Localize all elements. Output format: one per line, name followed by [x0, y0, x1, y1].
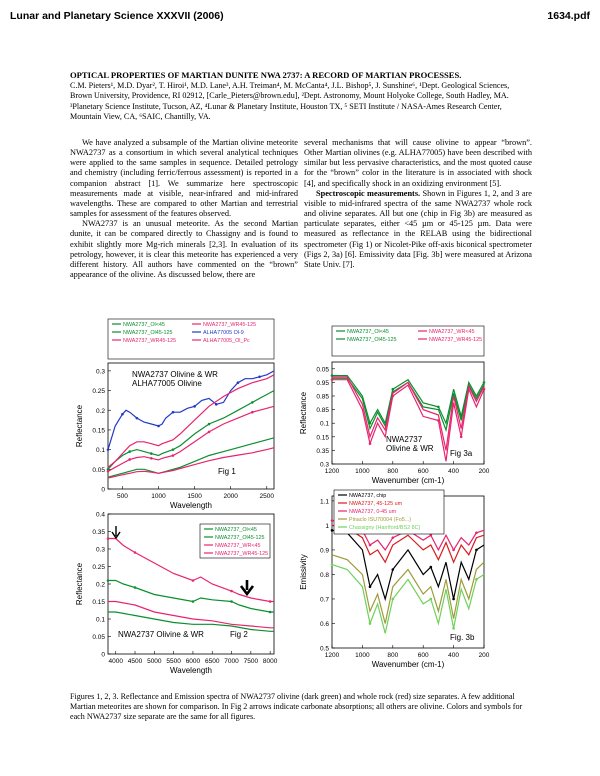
x-axis-label: Wavelength	[170, 501, 212, 510]
series-marker	[331, 563, 334, 566]
x-tick-label: 600	[417, 652, 429, 659]
x-tick-label: 4000	[108, 658, 123, 665]
x-tick-label: 800	[387, 652, 399, 659]
y-tick-label: 0.4	[95, 511, 105, 519]
y-tick-label: 0.15	[316, 434, 329, 442]
series-marker	[251, 411, 254, 414]
y-axis-label: Emissivity	[299, 554, 308, 590]
y-tick-label: 0.2	[95, 407, 105, 415]
y-tick-label: 0.6	[319, 620, 329, 628]
legend-label: NWA2737_WR45-125	[429, 337, 483, 343]
plot-annotation: NWA2737 Olivine & WR	[132, 370, 218, 379]
series-marker	[237, 381, 240, 384]
x-tick-label: 6500	[204, 658, 220, 665]
series-marker	[172, 448, 175, 451]
y-tick-label: 0.9	[319, 547, 329, 555]
series-marker	[430, 534, 433, 537]
x-tick-label: 1000	[151, 493, 166, 500]
series-marker	[392, 536, 395, 539]
y-tick-label: 0	[101, 486, 105, 494]
series-marker	[392, 568, 395, 571]
figure-label: Fig 1	[218, 467, 236, 476]
series-marker	[192, 600, 195, 603]
series-marker	[208, 423, 211, 426]
y-axis-label: Reflectance	[75, 404, 84, 448]
y-tick-label: 0.85	[316, 393, 329, 401]
x-axis-label: Wavenumber (cm-1)	[371, 660, 445, 669]
paragraph-4-text: Shown in Figures 1, 2, and 3 are visible to mid-infrared spectra of the same NWA2737 whole rock and olivine separates. All but one (chip in Fig 3b) are measured as particulate separates, either <45 µm or 45-125 µm. Data were measured as reflectance in the RELAB using the bidirectional spectrometer (Fig 1) or Nicolet-Pike off-axis biconical spectrometer (Figs 2, 3a) [6]. Emissivity data [Fig. 3b] were measured at Arizona State Univ. [7].	[304, 188, 532, 269]
y-tick-label: 0.5	[319, 645, 329, 653]
series-marker	[331, 519, 334, 522]
authors: C.M. Pieters¹, M.D. Dyar², T. Hiroi¹, M.D. Lane³, A.H. Treiman⁴, M. McCanta⁴, J.L. Bishop⁵, J. Sunshine⁶, ¹Dept. Geological Sciences, Brown University, Providence, RI 02912, [Carle_Pieters@brown.edu], ²Dept. Astronomy, Mount Holyoke College, South Hadley, MA. ³Planetary Science Institute, Tucson, AZ, ⁴Lunar & Planetary Institute, Houston TX, ⁵ SETI Institute / NASA-Ames Research Center, Mountain View, CA, ⁶SAIC, Chantilly, VA.	[70, 81, 510, 122]
series-marker	[251, 401, 254, 404]
series-marker	[452, 598, 455, 601]
legend-label: NWA2737_WR45-125	[123, 338, 177, 344]
legend-label: NWA2737, chip	[349, 493, 387, 499]
series-marker	[172, 411, 175, 414]
x-tick-label: 7000	[224, 658, 239, 665]
y-tick-label: 0.15	[92, 599, 105, 606]
x-tick-label: 200	[478, 468, 490, 475]
x-tick-label: 6000	[185, 658, 201, 665]
series-marker	[172, 454, 175, 457]
x-tick-label: 5500	[166, 658, 181, 665]
x-axis-label: Wavenumber (cm-1)	[371, 476, 445, 485]
plot-annotation: ALHA77005 Olivine	[132, 379, 202, 388]
x-tick-label: 1000	[355, 652, 370, 659]
series-marker	[460, 436, 463, 439]
x-tick-label: 1200	[324, 652, 340, 659]
series-marker	[392, 598, 395, 601]
x-tick-label: 2000	[223, 493, 238, 500]
y-tick-label: 0.7	[319, 596, 329, 604]
series-marker	[452, 627, 455, 630]
y-tick-label: 0	[101, 651, 105, 659]
series-marker	[150, 452, 153, 455]
series-marker	[193, 405, 196, 408]
series-marker	[331, 378, 334, 381]
series-marker	[215, 403, 218, 406]
x-tick-label: 1500	[187, 493, 202, 500]
legend-label: NWA2737_WR45-125	[203, 322, 257, 328]
x-axis-label: Wavelength	[170, 666, 212, 675]
legend-label: NWA2737_Ol45-125	[347, 337, 397, 343]
x-tick-label: 500	[117, 493, 128, 500]
plot-annotation: Olivine & WR	[386, 444, 434, 453]
y-tick-label: 0.05	[92, 634, 105, 641]
y-tick-label: 0.35	[92, 529, 105, 536]
series-marker	[107, 537, 110, 540]
header-pdf-number: 1634.pdf	[547, 10, 590, 22]
legend-label: NWA2737_WR45-125	[215, 551, 269, 557]
series-marker	[475, 531, 478, 534]
series-marker	[157, 425, 160, 428]
y-tick-label: 0.3	[95, 546, 105, 554]
y-tick-label: 0.35	[316, 447, 329, 455]
y-tick-label: 0.05	[92, 466, 105, 474]
series-marker	[369, 585, 372, 588]
paragraph-1: We have analyzed a subsample of the Martian olivine meteorite NWA2737 as a consortium in which several analytical techniques were applied to the same samples in sequence. Detailed petrology and chemistry (including ferric/ferrous assessment) is reported in a companion abstract [1]. We summarize here spectroscopic measurements made at visible, near-infrared and mid-infrared wavelengths. These are compared to other Martian and terrestrial samples for assessment of the features observed.	[70, 138, 298, 219]
x-tick-label: 5000	[147, 658, 162, 665]
figure-caption: Figures 1, 2, 3. Reflectance and Emission spectra of NWA2737 olivine (dark green) and whole rock (red) size separates. A few additional Martian meteorites are shown for comparison. In Fig 2 arrows indicate carbonate absorptions; all others are olivine. Colors and symbols for each NWA2737 size separate are the same for all figures.	[70, 692, 523, 722]
y-tick-label: 0.25	[92, 388, 105, 396]
x-tick-label: 200	[478, 652, 490, 659]
series-marker	[134, 551, 137, 554]
section-heading: Spectroscopic measurements.	[316, 188, 421, 198]
y-tick-label: 0.85	[316, 407, 329, 415]
legend-label: ALHA77005 Ol-9	[203, 330, 244, 336]
figure-label: Fig. 3b	[450, 633, 475, 642]
header-conference: Lunar and Planetary Science XXXVII (2006)	[10, 10, 224, 22]
figure-3a	[300, 326, 495, 486]
series-marker	[107, 448, 110, 451]
series-marker	[258, 375, 261, 378]
series-marker	[208, 431, 211, 434]
legend-label: NWA2737, 0-45 um	[349, 509, 397, 515]
series-marker	[269, 600, 272, 603]
figure-1	[70, 315, 280, 509]
y-tick-label: 0.95	[316, 379, 329, 387]
y-axis-label: Reflectance	[299, 391, 308, 435]
legend-label: NWA2737_WR<45	[215, 543, 261, 549]
y-tick-label: 0.1	[95, 447, 105, 455]
legend-label: Pinaclo ISU70004 (Fo5...)	[349, 517, 412, 523]
x-tick-label: 2500	[259, 493, 275, 500]
paragraph-3: several mechanisms that will cause olivine to appear “brown”. Other Martian olivines (e.g. ALHA77005) have been described with similar but less pervasive characteristics, and the most quoted cause for the “brown” color in the literature is in associated with shock [4], and specifically shock in an oxidizing environment [5].	[304, 138, 532, 188]
legend-label: ALHA77005_Ol_Pc	[203, 338, 250, 344]
series-marker	[230, 590, 233, 593]
plot-annotation: NWA2737	[386, 435, 423, 444]
series-marker	[107, 470, 110, 473]
y-tick-label: 0.1	[95, 616, 105, 624]
series-marker	[369, 544, 372, 547]
y-tick-label: 1.1	[319, 498, 329, 506]
y-tick-label: 0.25	[92, 564, 105, 571]
paper-title: OPTICAL PROPERTIES OF MARTIAN DUNITE NWA 2737: A RECORD OF MARTIAN PROCESSES.	[70, 70, 462, 80]
y-tick-label: 0.3	[95, 368, 105, 376]
legend-label: Chassigny (Harriford/BS2 8C)	[349, 525, 421, 531]
paragraph-2: NWA2737 is an unusual meteorite. As the second Martian dunite, it can be compared directly to Chassigny and is found to exhibit slightly more Mg-rich minerals [2,3]. In evaluation of its petrology, however, it is clear this meteorite has experienced a very different history. All authors have commented on the “brown” appearance of the olivine. As discussed below, there are	[70, 219, 298, 280]
x-tick-label: 1000	[355, 468, 370, 475]
x-tick-label: 400	[448, 652, 460, 659]
legend-label: NWA2737_WR<45	[429, 329, 475, 335]
series-marker	[134, 586, 137, 589]
y-tick-label: 0.1	[319, 420, 329, 428]
series-marker	[121, 413, 124, 416]
plot-annotation: NWA2737 Olivine & WR	[118, 630, 204, 639]
series-marker	[430, 566, 433, 569]
series-marker	[369, 442, 372, 445]
series-marker	[475, 549, 478, 552]
series-marker	[192, 579, 195, 582]
x-tick-label: 800	[387, 468, 399, 475]
series-marker	[369, 622, 372, 625]
x-tick-label: 4500	[127, 658, 143, 665]
y-tick-label: 0.05	[316, 366, 329, 374]
figure-2	[70, 508, 280, 674]
figure-3b	[300, 488, 495, 676]
y-axis-label: Reflectance	[75, 562, 84, 606]
legend-label: NWA2737, 45-125 um	[349, 501, 403, 507]
legend-label: NWA2737_Ol<45	[123, 322, 165, 328]
y-tick-label: 1	[325, 522, 329, 530]
y-tick-label: 0.2	[95, 581, 105, 589]
right-column	[304, 138, 532, 270]
y-tick-label: 0.8	[319, 571, 329, 579]
series-marker	[230, 600, 233, 603]
x-tick-label: 400	[448, 468, 460, 475]
series-marker	[128, 450, 131, 453]
x-tick-label: 7500	[243, 658, 259, 665]
series-marker	[331, 529, 334, 532]
series-marker	[150, 457, 153, 460]
figure-label: Fig 3a	[450, 449, 473, 458]
legend-label: NWA2737_Ol<45	[215, 527, 257, 533]
series-marker	[452, 549, 455, 552]
series-marker	[128, 458, 131, 461]
series-marker	[107, 579, 110, 582]
series-marker	[475, 578, 478, 581]
x-tick-label: 1200	[324, 468, 340, 475]
series-marker	[269, 611, 272, 614]
series-marker	[430, 598, 433, 601]
series-marker	[437, 406, 440, 409]
left-column	[70, 138, 298, 280]
figure-label: Fig 2	[230, 630, 248, 639]
legend-label: NWA2737_Ol45-125	[123, 330, 173, 336]
y-tick-label: 0.15	[92, 427, 105, 435]
x-tick-label: 600	[417, 468, 429, 475]
series-marker	[136, 417, 139, 420]
legend-label: NWA2737_Ol<45	[347, 329, 389, 335]
series-marker	[392, 388, 395, 391]
legend-label: NWA2737_Ol45-125	[215, 535, 265, 541]
series-marker	[483, 381, 486, 384]
y-tick-label: 0.3	[319, 461, 329, 469]
paragraph-4	[304, 189, 532, 270]
x-tick-label: 8000	[262, 658, 278, 665]
